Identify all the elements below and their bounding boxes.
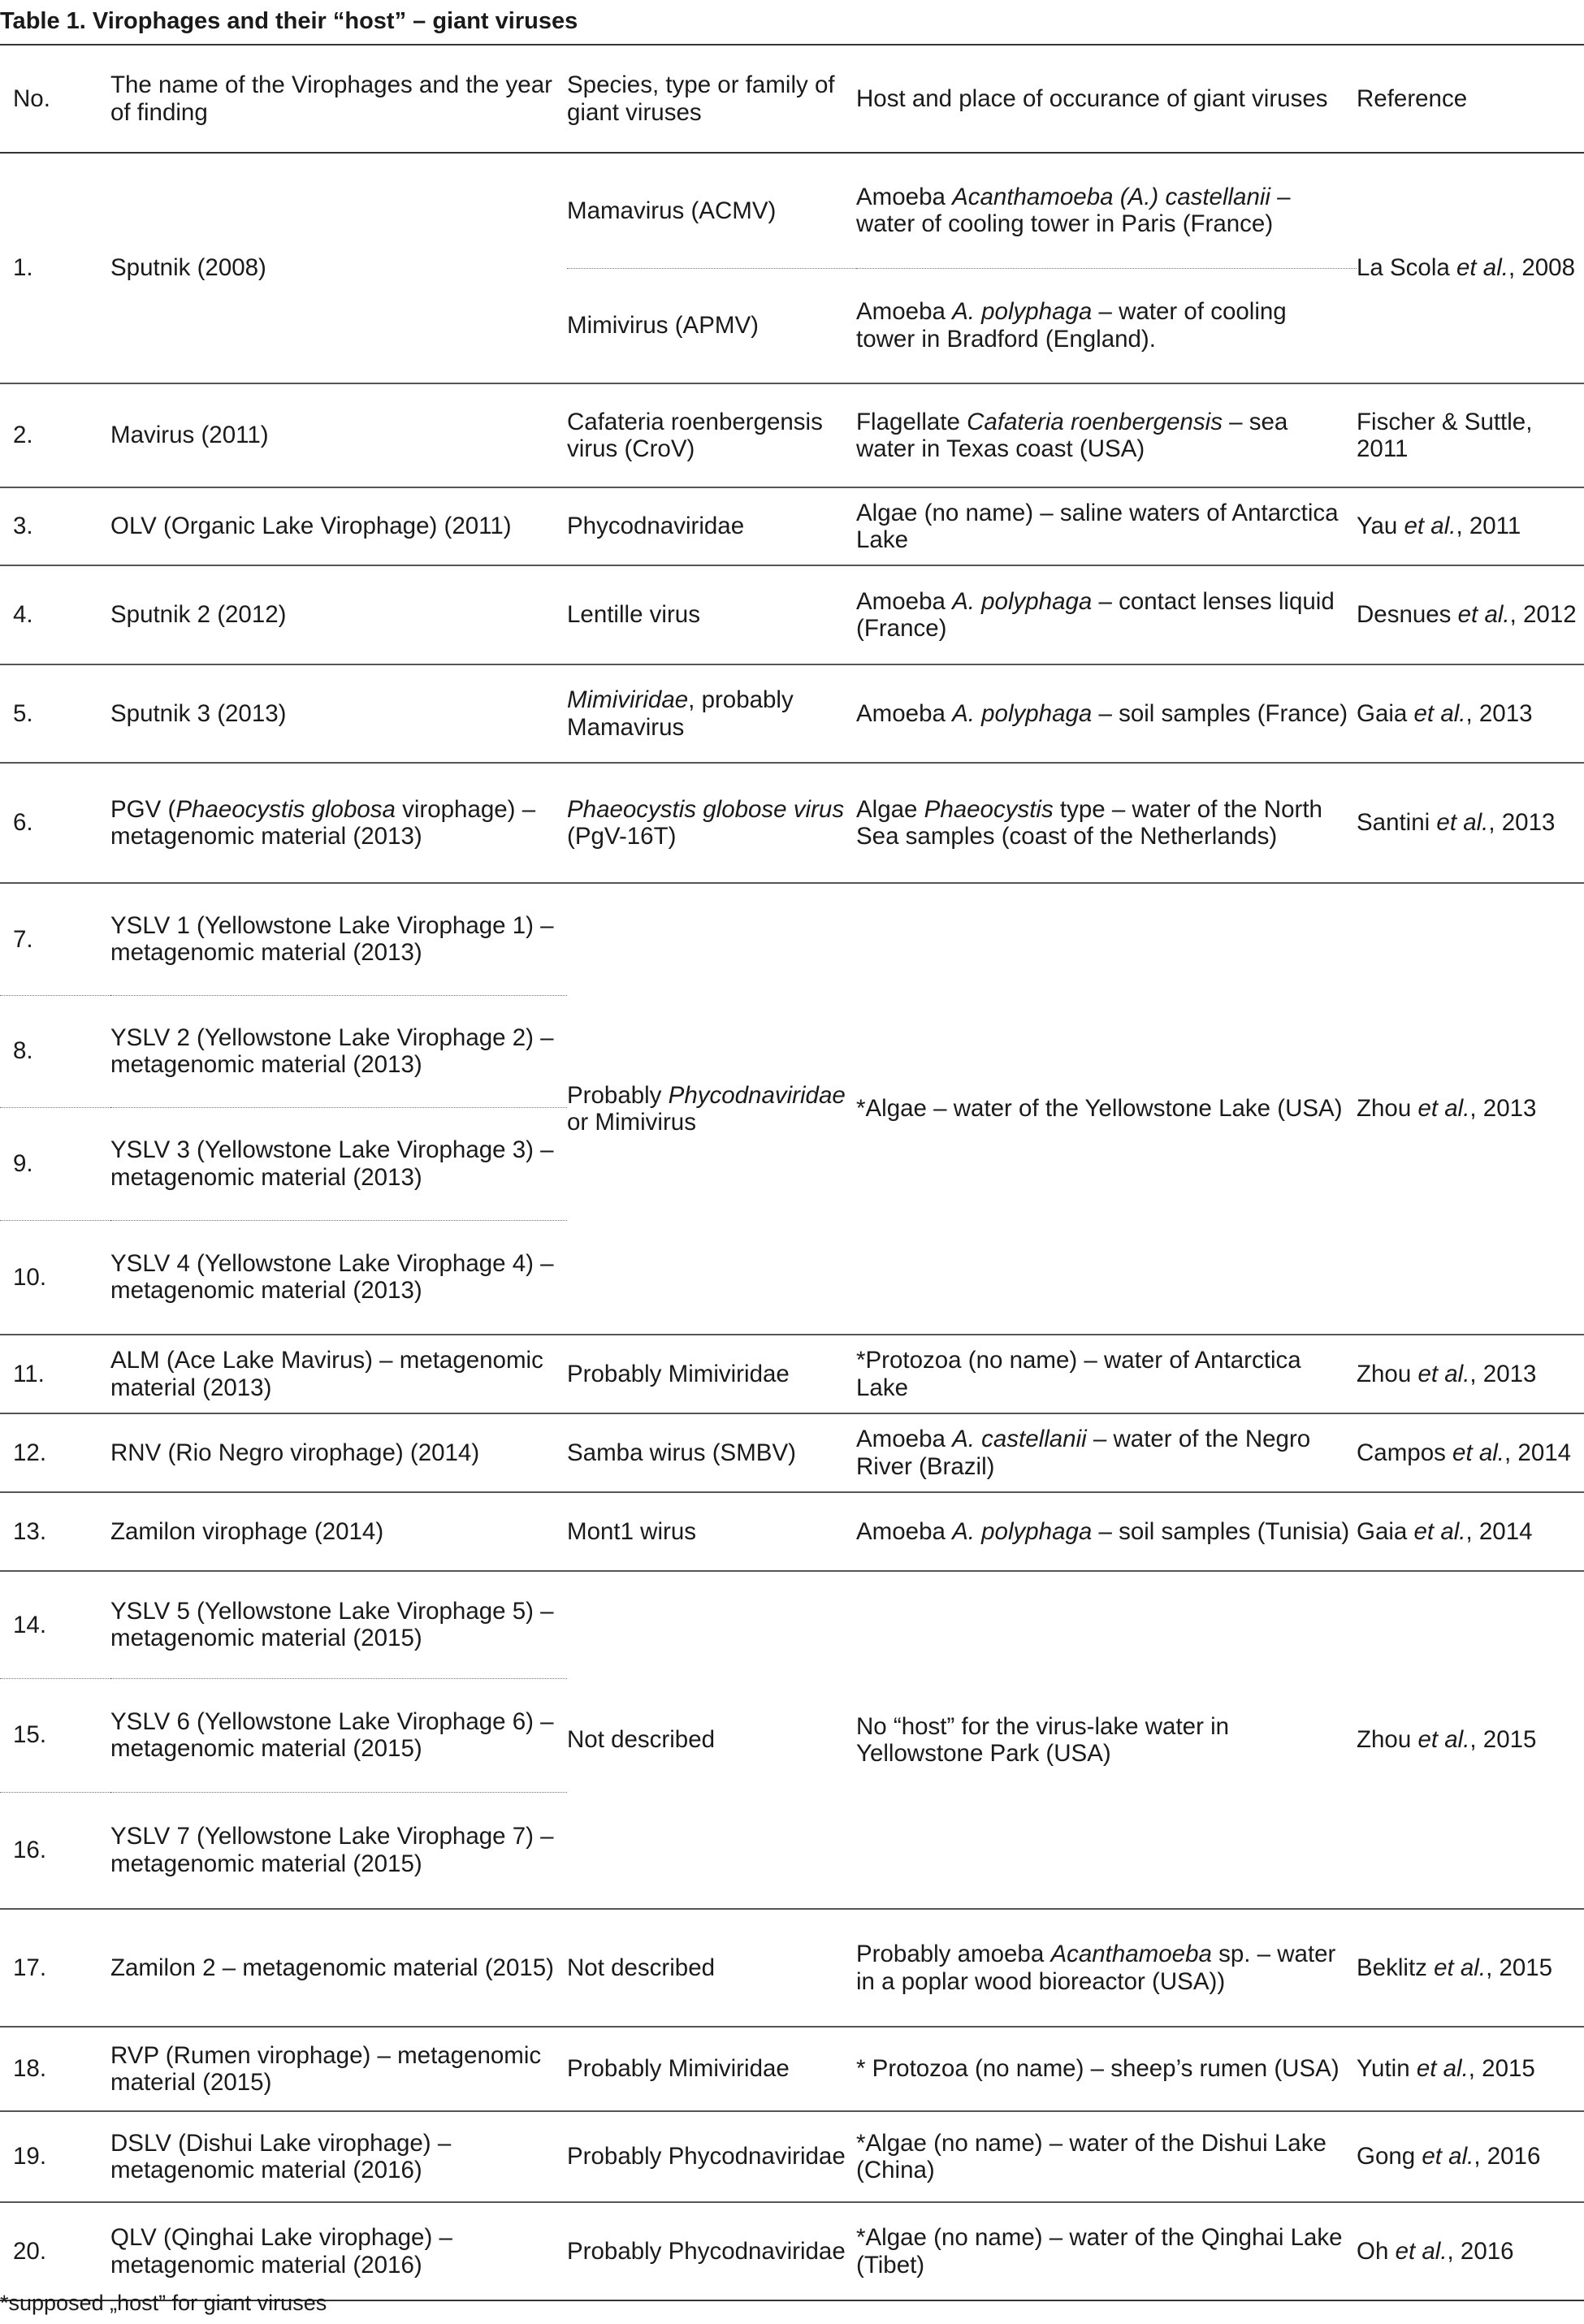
giant-virus-species: Probably Phycodnaviridae <box>567 2111 856 2202</box>
table-row <box>0 763 1584 883</box>
header-host: Host and place of occurance of giant viruses <box>856 45 1357 153</box>
giant-virus-species: Cafateria roenbergensis virus (CroV) <box>567 383 856 487</box>
giant-virus-species: Mamavirus (ACMV) <box>567 153 856 268</box>
virophage-name: ALM (Ace Lake Mavirus) – metagenomic material (2013) <box>110 1335 567 1413</box>
host-place: Amoeba A. castellanii – water of the Negro River (Brazil) <box>856 1413 1357 1492</box>
host-place: *Algae (no name) – water of the Dishui Lake (China) <box>856 2111 1357 2202</box>
reference: Desnues et al., 2012 <box>1357 565 1584 664</box>
giant-virus-species: Samba wirus (SMBV) <box>567 1413 856 1492</box>
virophage-name: YSLV 6 (Yellowstone Lake Virophage 6) – metagenomic material (2015) <box>110 1678 567 1792</box>
row-number: 12. <box>0 1413 110 1492</box>
giant-virus-species: Probably Mimiviridae <box>567 1335 856 1413</box>
table-header <box>0 45 1584 153</box>
row-number: 9. <box>0 1107 110 1220</box>
table-row <box>0 383 1584 487</box>
row-number: 2. <box>0 383 110 487</box>
reference: Santini et al., 2013 <box>1357 763 1584 883</box>
host-place: *Algae (no name) – water of the Qinghai Lake (Tibet) <box>856 2202 1357 2300</box>
table-row <box>0 487 1584 565</box>
host-place: Amoeba A. polyphaga – water of cooling tower in Bradford (England). <box>856 268 1357 383</box>
virophage-name: YSLV 4 (Yellowstone Lake Virophage 4) – metagenomic material (2013) <box>110 1220 567 1335</box>
table-row <box>0 883 1584 995</box>
reference: Zhou et al., 2013 <box>1357 1335 1584 1413</box>
host-place: Amoeba A. polyphaga – soil samples (France) <box>856 664 1357 763</box>
table-row <box>0 1492 1584 1571</box>
table-footnote: *supposed „host” for giant viruses <box>0 2291 327 2315</box>
reference: Yutin et al., 2015 <box>1357 2027 1584 2111</box>
row-number: 17. <box>0 1909 110 2027</box>
table-row <box>0 664 1584 763</box>
table-row <box>0 1909 1584 2027</box>
virophage-name: YSLV 7 (Yellowstone Lake Virophage 7) – metagenomic material (2015) <box>110 1792 567 1909</box>
host-place: * Protozoa (no name) – sheep’s rumen (USA) <box>856 2027 1357 2111</box>
virophage-name: Zamilon virophage (2014) <box>110 1492 567 1571</box>
giant-virus-species: Not described <box>567 1909 856 2027</box>
giant-virus-species: Probably Phycodnaviridae or Mimivirus <box>567 883 856 1335</box>
virophage-name: Sputnik 2 (2012) <box>110 565 567 664</box>
host-place: Probably amoeba Acanthamoeba sp. – water in a poplar wood bioreactor (USA)) <box>856 1909 1357 2027</box>
giant-virus-species: Mimiviridae, probably Mamavirus <box>567 664 856 763</box>
virophage-name: Zamilon 2 – metagenomic material (2015) <box>110 1909 567 2027</box>
row-number: 15. <box>0 1678 110 1792</box>
giant-virus-species: Probably Phycodnaviridae <box>567 2202 856 2300</box>
host-place: Amoeba A. polyphaga – contact lenses liquid (France) <box>856 565 1357 664</box>
host-place: Algae Phaeocystis type – water of the North Sea samples (coast of the Netherlands) <box>856 763 1357 883</box>
host-place: Amoeba A. polyphaga – soil samples (Tunisia) <box>856 1492 1357 1571</box>
giant-virus-species: Mont1 wirus <box>567 1492 856 1571</box>
reference: Campos et al., 2014 <box>1357 1413 1584 1492</box>
row-number: 18. <box>0 2027 110 2111</box>
giant-virus-species: Probably Mimiviridae <box>567 2027 856 2111</box>
virophage-name: RVP (Rumen virophage) – metagenomic material (2015) <box>110 2027 567 2111</box>
host-place: *Protozoa (no name) – water of Antarctica Lake <box>856 1335 1357 1413</box>
header-row <box>0 45 1584 153</box>
row-number: 3. <box>0 487 110 565</box>
table-body <box>0 153 1584 2300</box>
virophage-name: YSLV 1 (Yellowstone Lake Virophage 1) – metagenomic material (2013) <box>110 883 567 995</box>
table-caption: Table 1. Virophages and their “host” – giant viruses <box>0 8 578 34</box>
table-row <box>0 2027 1584 2111</box>
header-reference: Reference <box>1357 45 1584 153</box>
table-row <box>0 2202 1584 2300</box>
reference: Oh et al., 2016 <box>1357 2202 1584 2300</box>
virophage-name: Sputnik 3 (2013) <box>110 664 567 763</box>
header-no: No. <box>0 45 110 153</box>
reference: Gaia et al., 2014 <box>1357 1492 1584 1571</box>
reference: La Scola et al., 2008 <box>1357 153 1584 383</box>
row-number: 19. <box>0 2111 110 2202</box>
giant-virus-species: Phycodnaviridae <box>567 487 856 565</box>
row-number: 16. <box>0 1792 110 1909</box>
giant-virus-species: Not described <box>567 1571 856 1909</box>
virophage-name: YSLV 5 (Yellowstone Lake Virophage 5) – metagenomic material (2015) <box>110 1571 567 1678</box>
virophages-table <box>0 44 1584 2301</box>
header-name: The name of the Virophages and the year of finding <box>110 45 567 153</box>
host-place: Amoeba Acanthamoeba (A.) castellanii – water of cooling tower in Paris (France) <box>856 153 1357 268</box>
table-row <box>0 153 1584 268</box>
reference: Gaia et al., 2013 <box>1357 664 1584 763</box>
table-row <box>0 1335 1584 1413</box>
row-number: 13. <box>0 1492 110 1571</box>
row-number: 20. <box>0 2202 110 2300</box>
reference: Gong et al., 2016 <box>1357 2111 1584 2202</box>
giant-virus-species: Lentille virus <box>567 565 856 664</box>
virophage-name: QLV (Qinghai Lake virophage) – metagenomic material (2016) <box>110 2202 567 2300</box>
giant-virus-species: Mimivirus (APMV) <box>567 268 856 383</box>
virophage-name: DSLV (Dishui Lake virophage) – metagenomic material (2016) <box>110 2111 567 2202</box>
host-place: No “host” for the virus-lake water in Yellowstone Park (USA) <box>856 1571 1357 1909</box>
row-number: 8. <box>0 995 110 1107</box>
row-number: 7. <box>0 883 110 995</box>
virophage-name: YSLV 2 (Yellowstone Lake Virophage 2) – metagenomic material (2013) <box>110 995 567 1107</box>
row-number: 6. <box>0 763 110 883</box>
host-place: Algae (no name) – saline waters of Antarctica Lake <box>856 487 1357 565</box>
reference: Zhou et al., 2015 <box>1357 1571 1584 1909</box>
row-number: 14. <box>0 1571 110 1678</box>
reference: Zhou et al., 2013 <box>1357 883 1584 1335</box>
row-number: 5. <box>0 664 110 763</box>
table-row <box>0 1571 1584 1678</box>
table-row <box>0 565 1584 664</box>
reference: Yau et al., 2011 <box>1357 487 1584 565</box>
row-number: 4. <box>0 565 110 664</box>
reference: Beklitz et al., 2015 <box>1357 1909 1584 2027</box>
giant-virus-species: Phaeocystis globose virus (PgV-16T) <box>567 763 856 883</box>
virophage-name: YSLV 3 (Yellowstone Lake Virophage 3) – metagenomic material (2013) <box>110 1107 567 1220</box>
host-place: Flagellate Cafateria roenbergensis – sea water in Texas coast (USA) <box>856 383 1357 487</box>
virophage-name: OLV (Organic Lake Virophage) (2011) <box>110 487 567 565</box>
virophage-name: RNV (Rio Negro virophage) (2014) <box>110 1413 567 1492</box>
virophage-name: Mavirus (2011) <box>110 383 567 487</box>
table-row <box>0 1413 1584 1492</box>
virophage-name: PGV (Phaeocystis globosa virophage) – metagenomic material (2013) <box>110 763 567 883</box>
virophage-name: Sputnik (2008) <box>110 153 567 383</box>
table-row <box>0 2111 1584 2202</box>
row-number: 11. <box>0 1335 110 1413</box>
header-species: Species, type or family of giant viruses <box>567 45 856 153</box>
host-place: *Algae – water of the Yellowstone Lake (USA) <box>856 883 1357 1335</box>
row-number: 1. <box>0 153 110 383</box>
row-number: 10. <box>0 1220 110 1335</box>
reference: Fischer & Suttle, 2011 <box>1357 383 1584 487</box>
